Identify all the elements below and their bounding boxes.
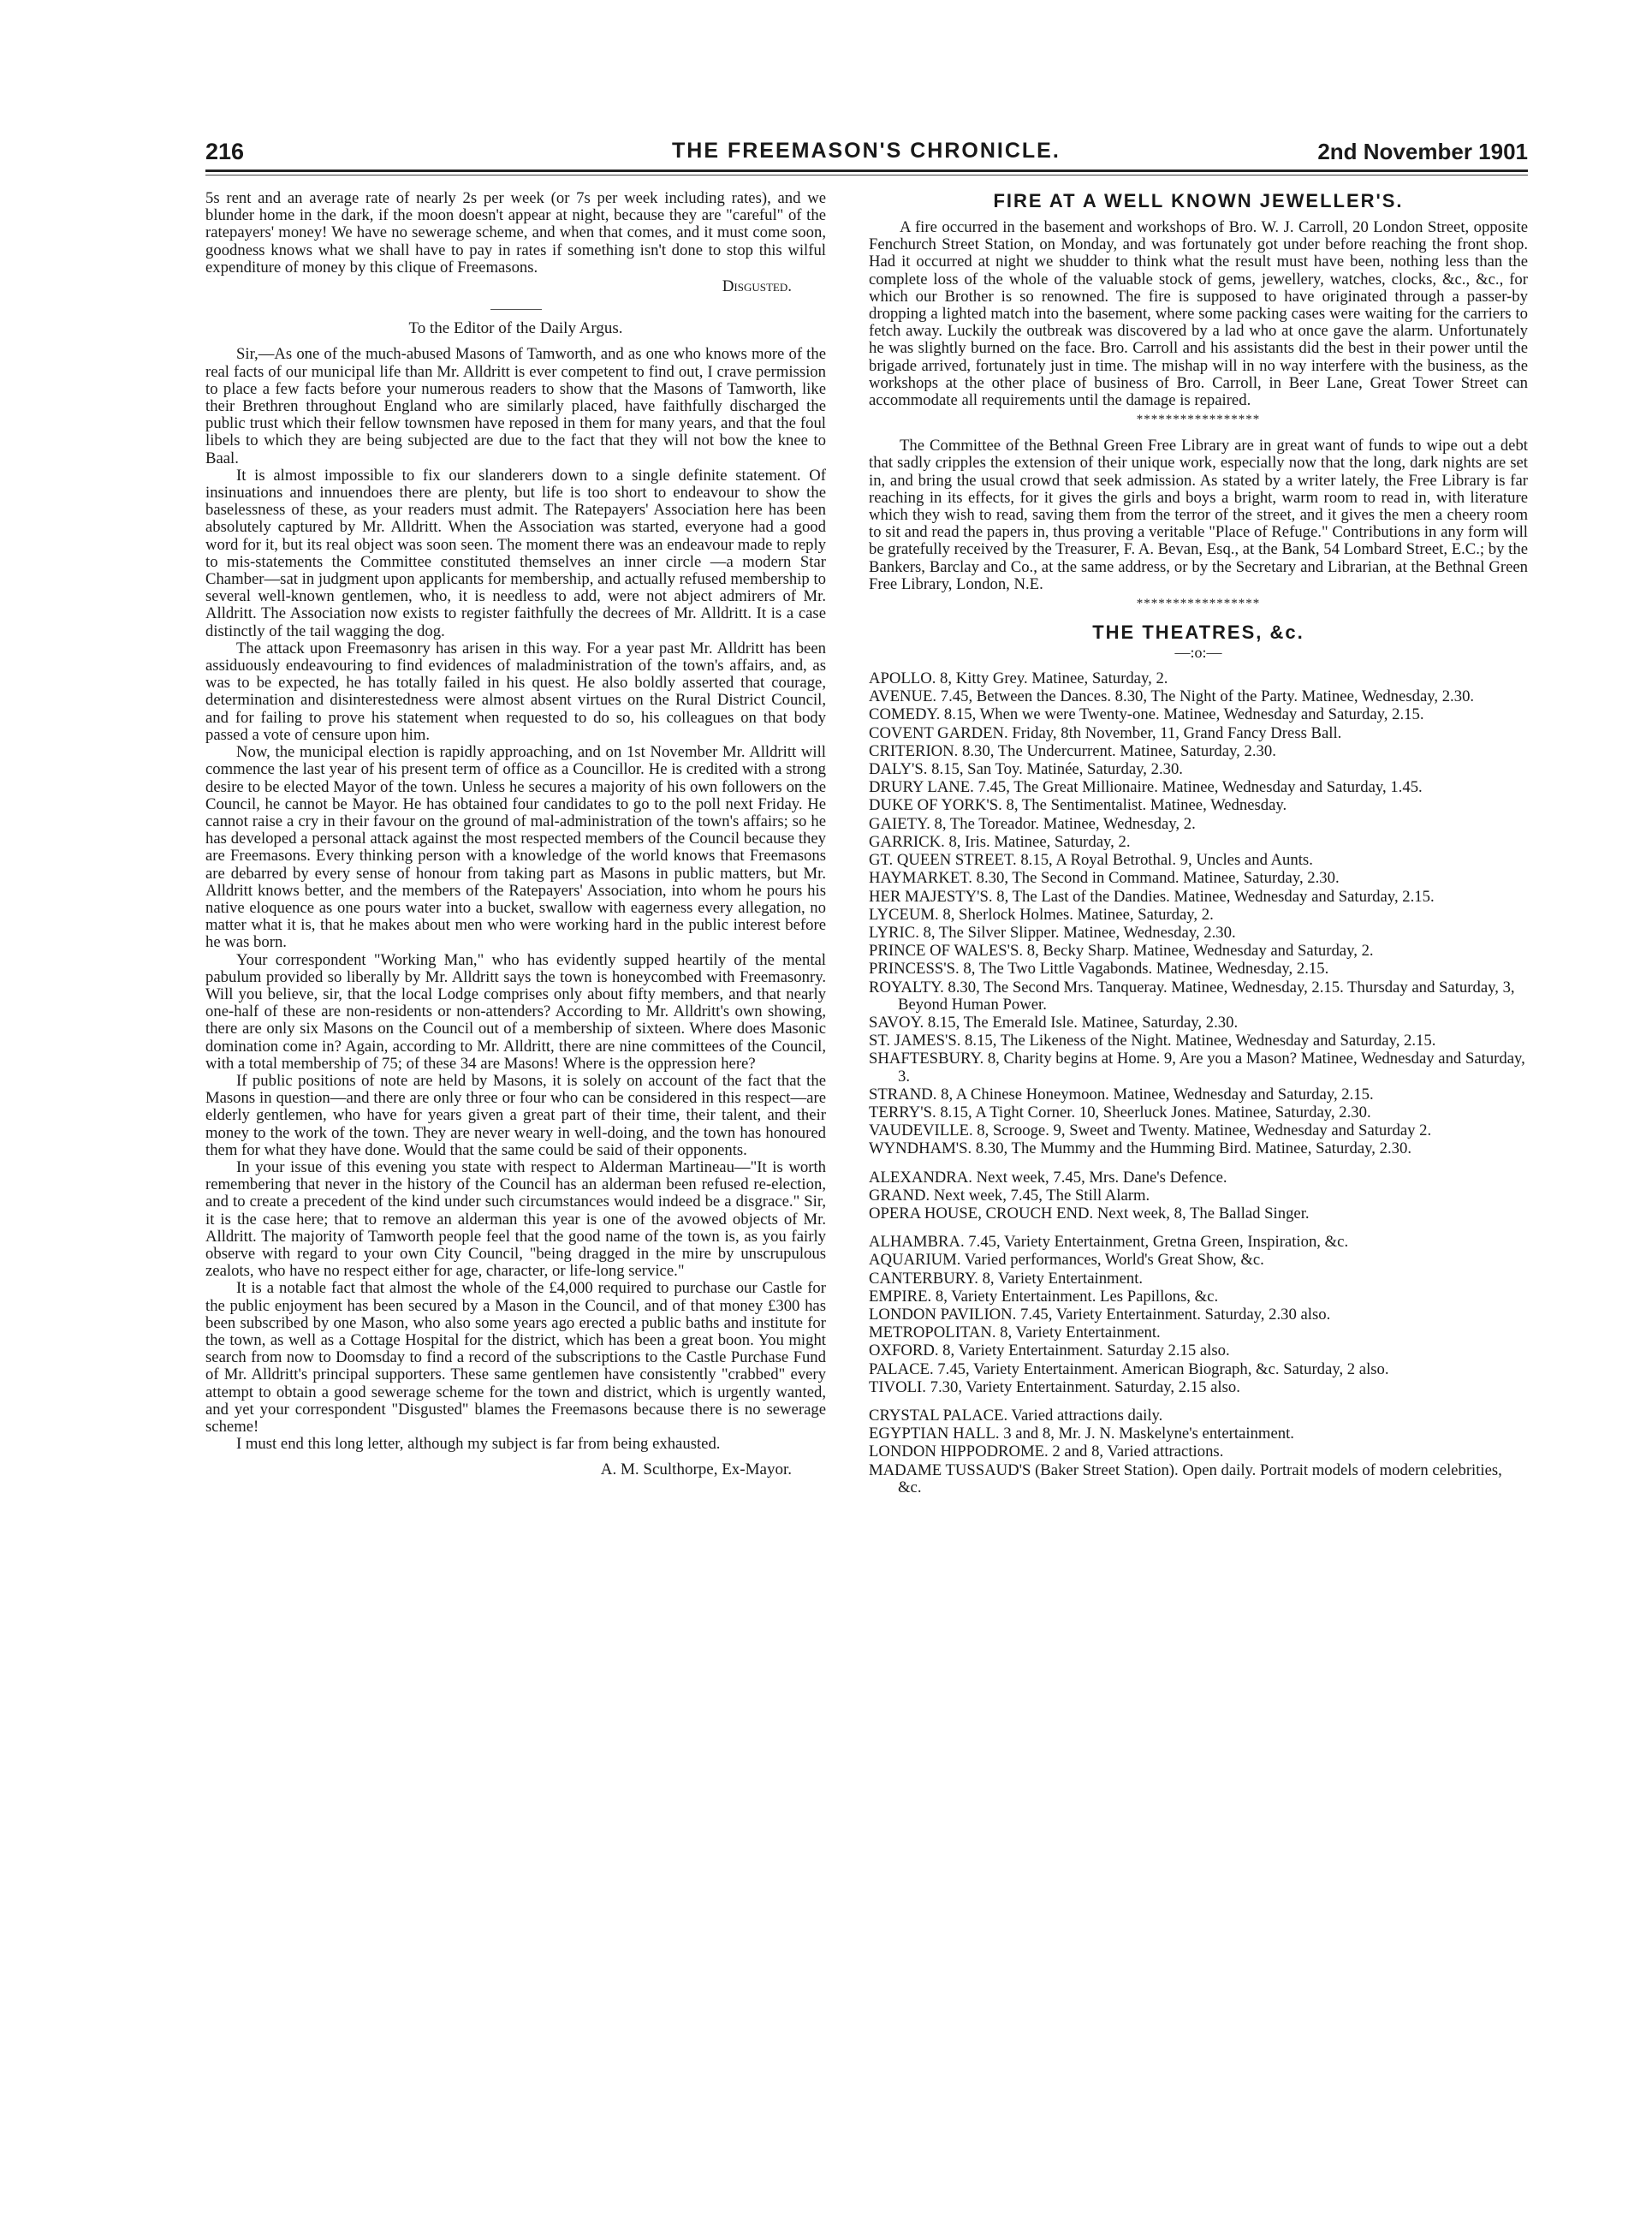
theatre-listing: HAYMARKET. 8.30, The Second in Command. Matinee, Saturday, 2.30. [869,869,1340,888]
theatre-listing: GRAND. Next week, 7.45, The Still Alarm. [869,1186,1150,1205]
theatre-listing: METROPOLITAN. 8, Variety Entertainment. [869,1324,1161,1342]
letter-signature: A. M. Sculthorpe, Ex-Mayor. [600,1461,792,1479]
theatre-listing: ST. JAMES'S. 8.15, The Likeness of the Night. Matinee, Wednesday and Saturday, 2.15. [869,1032,1436,1050]
star-divider: ***************** [1136,597,1261,611]
theatre-listing: CRITERION. 8.30, The Undercurrent. Matinee, Saturday, 2.30. [869,741,1276,760]
theatre-listing: ALHAMBRA. 7.45, Variety Entertainment, Gretna Green, Inspiration, &c. [869,1233,1349,1252]
theatre-listing: PRINCESS'S. 8, The Two Little Vagabonds. Matinee, Wednesday, 2.15. [869,960,1329,979]
left-column [205,190,826,1479]
editor-salutation: To the Editor of the Daily Argus. [408,319,623,338]
theatre-listing: LYCEUM. 8, Sherlock Holmes. Matinee, Saturday, 2. [869,905,1214,924]
header-rule-thin [205,175,1528,176]
library-article: The Committee of the Bethnal Green Free Library are in great want of funds to wipe out a debt that sadly cripples the extension of their unique work, especially now that the long, dark nights are set in, and bring the usual crowd that seek admission. As stated by a writer lately, the Free Library is far reaching in its effects, for it gives the girls and boys a bright, warm room to read in, with literature which they wish to read, saving them from the terror of the street, and it gives the men a cheery room to sit and read the papers in, thus proving a veritable "Place of Refuge." Contributions in any form will be gratefully received by the Treasurer, F. A. Bevan, Esq., at the Bank, 54 Lombard Street, E.C.; by the Bankers, Barclay and Co., at the same address, or by the Secretary and Librarian, at the Bethnal Green Free Library, London, N.E. [869,437,1528,593]
theatre-listing: ROYALTY. 8.30, The Second Mrs. Tanqueray. Matinee, Wednesday, 2.15. Thursday and Saturday, 3, Beyond Human Power. [869,978,1515,1014]
theatre-listing: PRINCE OF WALES'S. 8, Becky Sharp. Matinee, Wednesday and Saturday, 2. [869,942,1374,961]
header-rule [205,170,1528,172]
issue-date: 2nd November 1901 [1317,139,1528,164]
theatre-listing: OPERA HOUSE, CROUCH END. Next week, 8, The Ballad Singer. [869,1204,1310,1223]
theatre-listing: GARRICK. 8, Iris. Matinee, Saturday, 2. [869,832,1131,851]
theatre-listing: LONDON PAVILION. 7.45, Variety Entertainment. Saturday, 2.30 also. [869,1305,1331,1324]
divider [490,309,542,310]
theatre-listing: LONDON HIPPODROME. 2 and 8, Varied attractions. [869,1443,1224,1461]
page-header [205,139,1528,168]
theatre-listings [869,670,1528,1496]
theatre-listing: HER MAJESTY'S. 8, The Last of the Dandies. Matinee, Wednesday and Saturday, 2.15. [869,887,1435,906]
letter-paragraph: Sir,—As one of the much-abused Masons of Tamworth, and as one who knows more of the real facts of our municipal life than Mr. Alldritt is ever competent to find out, I crave permission to place a few facts before your numerous readers to show that the Masons of Tamworth, like their Brethren throughout England who are similarly placed, have faithfully discharged the public trust which their fellow townsmen have reposed in them for many years, and that the foul libels to which they are being subjected are due to the fact that they will not bow the knee to Baal. [205,345,826,467]
theatre-listing: ALEXANDRA. Next week, 7.45, Mrs. Dane's Defence. [869,1168,1227,1187]
theatre-listing: TIVOLI. 7.30, Variety Entertainment. Saturday, 2.15 also. [869,1377,1240,1396]
theatre-listing: DALY'S. 8.15, San Toy. Matinée, Saturday, 2.30. [869,760,1183,779]
theatre-listing: APOLLO. 8, Kitty Grey. Matinee, Saturday, 2. [869,669,1168,688]
theatre-listing: TERRY'S. 8.15, A Tight Corner. 10, Sheerluck Jones. Matinee, Saturday, 2.30. [869,1103,1371,1121]
fire-article: A fire occurred in the basement and workshops of Bro. W. J. Carroll, 20 London Street, opposite Fenchurch Street Station, on Monday, and was fortunately got under before reaching the front shop. Had it occurred at night we shudder to think what the result must have been, nothing less than the complete loss of the whole of the valuable stock of gems, jewellery, watches, clocks, &c., &c., for which our Brother is so renowned. The fire is supposed to have originated through a passer-by dropping a lighted match into the basement, where some packing cases were waiting for the carriers to fetch away. Luckily the outbreak was discovered by a lad who at once gave the alarm. Unfortunately he was slightly burned on the face. Bro. Carroll and his assistants did the best in their power until the brigade arrived, fortunately just in time. The mishap will in no way interfere with the business, as the workshops at the other place of business of Bro. Carroll, in Beer Lane, Great Tower Street can accommodate all requirements until the damage is repaired. [869,218,1528,410]
letter-paragraph: In your issue of this evening you state with respect to Alderman Martineau—"It is worth remembering that never in the history of the Council has an alderman been refused re-election, and to create a precedent of the kind under such circumstances would indeed be a disgrace." Sir, it is the case here; that to remove an alderman this year is one of the avowed objects of Mr. Alldritt. The majority of Tamworth people feel that the good name of the town is, as you fairly observe with regard to your own City Council, "being dragged in the mire by unscrupulous zealots, who have no respect either for age, character, or life-long service." [205,1157,826,1281]
page-number: 216 [205,139,245,164]
letter-paragraph: If public positions of note are held by Masons, it is solely on account of the fact that the Masons in question—and there are only three or four who can be considered in this respect—are elderly gentlemen, who have for years given a great part of their time, their talent, and their money to the work of the town. They are never weary in well-doing, and the town has honoured them for what they have done. Would that the same could be said of their opponents. [205,1071,826,1159]
publication-title: THE FREEMASON'S CHRONICLE. [672,139,1061,163]
star-divider: ***************** [1136,413,1261,427]
letter-paragraph: The attack upon Freemasonry has arisen in this way. For a year past Mr. Alldritt has been assiduously endeavouring to find evidences of maladministration of the town's affairs, and, as was to be expected, he has totally failed in his quest. He also boldly asserted that courage, determination and disinterestedness were almost absent virtues on the Rural District Council, and for failing to prove his statement when requested to do so, his colleagues on that body passed a vote of censure upon him. [205,639,826,744]
theatre-listing: SAVOY. 8.15, The Emerald Isle. Matinee, Saturday, 2.30. [869,1013,1239,1032]
theatres-separator: —:o:— [1174,644,1222,662]
letter-paragraph: It is almost impossible to fix our slanderers down to a single definite statement. Of insinuations and innuendoes there are plenty, but life is too short to endeavour to show the baselessness of these, as your readers must admit. The Ratepayers' Association here has been absolutely captured by Mr. Alldritt. When the Association was started, everyone had a good word for it, but its real object was soon seen. The moment there was an endeavour made to reply to mis-statements the Committee constituted themselves an inner circle —a modern Star Chamber—sat in judgment upon applicants for membership, and actually refused membership to several well-known gentlemen, who, it is needless to add, were not abject admirers of Mr. Alldritt. The Association now exists to register faithfully the decrees of Mr. Alldritt. It is a case distinctly of the tail wagging the dog. [205,466,826,640]
fire-headline: FIRE AT A WELL KNOWN JEWELLER'S. [993,190,1404,211]
letter-signature: Disgusted. [722,277,792,296]
theatre-listing: MADAME TUSSAUD'S (Baker Street Station). Open daily. Portrait models of modern celebrities, &c. [869,1461,1502,1496]
theatre-listing: GT. QUEEN STREET. 8.15, A Royal Betrothal. 9, Uncles and Aunts. [869,851,1313,870]
theatre-listing: EMPIRE. 8, Variety Entertainment. Les Papillons, &c. [869,1287,1219,1306]
theatre-listing: PALACE. 7.45, Variety Entertainment. American Biograph, &c. Saturday, 2 also. [869,1359,1389,1378]
theatre-listing: WYNDHAM'S. 8.30, The Mummy and the Humming Bird. Matinee, Saturday, 2.30. [869,1139,1412,1158]
letter-paragraph: I must end this long letter, although my subject is far from being exhausted. [236,1435,721,1454]
letter-paragraph: Your correspondent "Working Man," who has evidently supped heartily of the mental pabulum provided so liberally by Mr. Alldritt says the town is honeycombed with Freemasonry. Will you believe, sir, that the local Lodge comprises only about fifty members, and that nearly one-half of these are non-residents or non-attenders? According to Mr. Alldritt's own showing, there are only six Masons on the Council out of a membership of sixteen. Where does Masonic domination come in? Again, according to Mr. Alldritt, there are nine committees of the Council, with a total membership of 75; of these 34 are Masons! Where is the oppression here? [205,950,826,1073]
theatre-listing: COMEDY. 8.15, When we were Twenty-one. Matinee, Wednesday and Saturday, 2.15. [869,705,1424,724]
theatre-listing: EGYPTIAN HALL. 3 and 8, Mr. J. N. Maskelyne's entertainment. [869,1425,1294,1443]
right-column [869,190,1528,1497]
theatre-listing: LYRIC. 8, The Silver Slipper. Matinee, Wednesday, 2.30. [869,923,1236,942]
theatre-listing: CRYSTAL PALACE. Varied attractions daily. [869,1406,1163,1425]
letter-paragraph: It is a notable fact that almost the whole of the £4,000 required to purchase our Castle for the public enjoyment has been secured by a Mason in the Council, and of that money £300 has been subscribed by one Mason, who also some years ago erected a public baths and institute for the town, as well as a Cottage Hospital for the district, which has been a great boon. You might search from now to Doomsday to find a record of the subscriptions to the Castle Purchase Fund of Mr. Alldritt's principal supporters. These same gentlemen have consistently "crabbed" every attempt to obtain a good sewerage scheme for the town and district, which is urgently wanted, and yet your correspondent "Disgusted" blames the Freemasons because there is no sewerage scheme! [205,1279,826,1437]
letter-paragraph: 5s rent and an average rate of nearly 2s per week (or 7s per week including rates), and we blunder home in the dark, if the moon doesn't appear at night, because they are "careful" of the ratepayers' money! We have no sewerage scheme, and when that comes, and it must come soon, goodness knows what we shall have to pay in rates if something isn't done to stop this wilful expenditure of money by this clique of Freemasons. [205,189,826,277]
theatres-headline: THE THEATRES, &c. [1092,622,1304,644]
theatre-listing: CANTERBURY. 8, Variety Entertainment. [869,1269,1144,1288]
theatre-listing: DUKE OF YORK'S. 8, The Sentimentalist. Matinee, Wednesday. [869,796,1287,815]
theatre-listing: GAIETY. 8, The Toreador. Matinee, Wednesday, 2. [869,814,1196,833]
theatre-listing: COVENT GARDEN. Friday, 8th November, 11, Grand Fancy Dress Ball. [869,723,1342,742]
theatre-listing: AVENUE. 7.45, Between the Dances. 8.30, The Night of the Party. Matinee, Wednesday, 2.30. [869,687,1475,706]
theatre-listing: VAUDEVILLE. 8, Scrooge. 9, Sweet and Twenty. Matinee, Wednesday and Saturday 2. [869,1121,1432,1140]
theatre-listing: DRURY LANE. 7.45, The Great Millionaire. Matinee, Wednesday and Saturday, 1.45. [869,778,1423,797]
theatre-listing: AQUARIUM. Varied performances, World's Great Show, &c. [869,1251,1264,1270]
theatre-listing: OXFORD. 8, Variety Entertainment. Saturday 2.15 also. [869,1342,1230,1360]
theatre-listing: STRAND. 8, A Chinese Honeymoon. Matinee, Wednesday and Saturday, 2.15. [869,1085,1374,1104]
theatre-listing: SHAFTESBURY. 8, Charity begins at Home. 9, Are you a Mason? Matinee, Wednesday and Saturday, 3. [869,1050,1525,1086]
letter-paragraph: Now, the municipal election is rapidly approaching, and on 1st November Mr. Alldritt will commence the last year of his present term of office as a Councillor. He is credited with a strong desire to be elected Mayor of the town. Unless he secures a majority of his own followers on the Council, he cannot be Mayor. He has obtained four candidates to go to the poll next Friday. He cannot raise a cry in their favour on the ground of mal-administration of the town's affairs; so he has developed a personal attack against the most respected members of the Council because they are Freemasons. Every thinking person with a knowledge of the world knows that Freemasons are debarred by every sense of honour from taking part as Masons in public matters, but Mr. Alldritt knows better, and the members of the Ratepayers' Association, into whom he pours his native eloquence as one pours water into a bucket, swallow with eagerness every allegation, no matter what it is, that he makes about men who were working hard in the public interest before he was born. [205,743,826,952]
